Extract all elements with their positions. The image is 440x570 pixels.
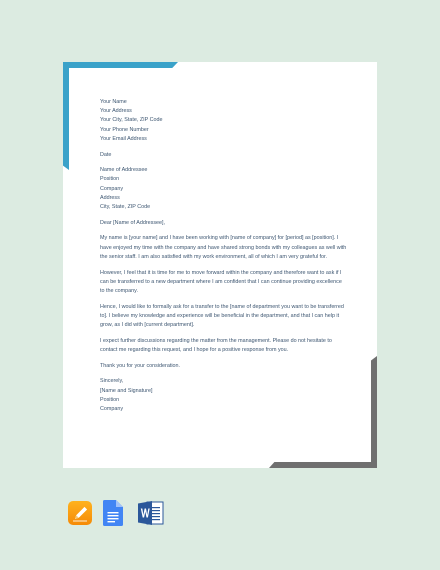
paragraph-line: have enjoyed my time with the company and have shared strong bonds with my colleagues as well with — [100, 244, 347, 251]
paragraph-3 — [100, 303, 348, 331]
sender-block — [100, 98, 348, 144]
recipient-city: City, State, ZIP Code — [100, 204, 151, 211]
letter-date: Date — [100, 151, 112, 158]
closing-company: Company — [100, 405, 124, 412]
paragraph-line: contact me regarding this request, and I hope for a positive response from you. — [100, 346, 289, 353]
letter-body — [100, 98, 348, 414]
sender-address: Your Address — [100, 108, 132, 115]
recipient-position: Position — [100, 176, 120, 183]
closing-position: Position — [100, 396, 120, 403]
recipient-company: Company — [100, 185, 124, 192]
salutation: Dear [Name of Addressee], — [100, 219, 166, 226]
recipient-block — [100, 166, 348, 212]
recipient-address: Address — [100, 194, 120, 201]
accent-top-left-vertical — [63, 62, 69, 170]
word-icon[interactable] — [138, 500, 164, 526]
paragraph-line: Thank you for your consideration. — [100, 362, 181, 369]
paragraph-2 — [100, 269, 348, 297]
closing-signoff: Sincerely, — [100, 378, 124, 385]
paragraph-line: My name is [your name] and I have been working with [name of company] for [period] as [position]. I — [100, 235, 339, 242]
closing-signature: [Name and Signature] — [100, 387, 153, 394]
letter-page — [63, 62, 377, 468]
sender-city: Your City, State, ZIP Code — [100, 117, 163, 124]
paragraph-line: I expect further discussions regarding the matter from the management. Please do not hesitate to — [100, 337, 332, 344]
paragraph-line: the senior staff. I am also satisfied with my work environment, all of which I am very grateful for. — [100, 253, 327, 260]
recipient-name: Name of Addressee — [100, 167, 148, 174]
accent-bottom-right-horizontal — [269, 462, 377, 468]
accent-top-left-horizontal — [63, 62, 178, 68]
document-preview — [63, 62, 377, 468]
sender-phone: Your Phone Number — [100, 126, 149, 133]
sender-email: Your Email Address — [100, 135, 147, 142]
paragraph-5 — [100, 362, 348, 371]
paragraph-line: grow, as I did with [current department]. — [100, 322, 195, 329]
paragraph-line: to]. I believe my knowledge and experience will be beneficial in the department, and that I can help it — [100, 312, 340, 319]
paragraph-line: can be transferred to a new department where I am confident that I can continue providing excellence — [100, 278, 342, 285]
paragraph-line: to the company. — [100, 287, 138, 294]
paragraph-1 — [100, 234, 348, 262]
paragraph-line: Hence, I would like to formally ask for a transfer to the [name of department you want to be transferred — [100, 303, 344, 310]
paragraph-4 — [100, 337, 348, 355]
google-docs-icon[interactable] — [103, 500, 127, 526]
closing-block — [100, 377, 348, 414]
sender-name: Your Name — [100, 99, 127, 105]
accent-bottom-right-vertical — [371, 356, 377, 468]
pages-icon[interactable] — [68, 500, 92, 526]
paragraph-line: However, I feel that it is time for me to move forward within the company and therefore want to ask if I — [100, 269, 342, 276]
